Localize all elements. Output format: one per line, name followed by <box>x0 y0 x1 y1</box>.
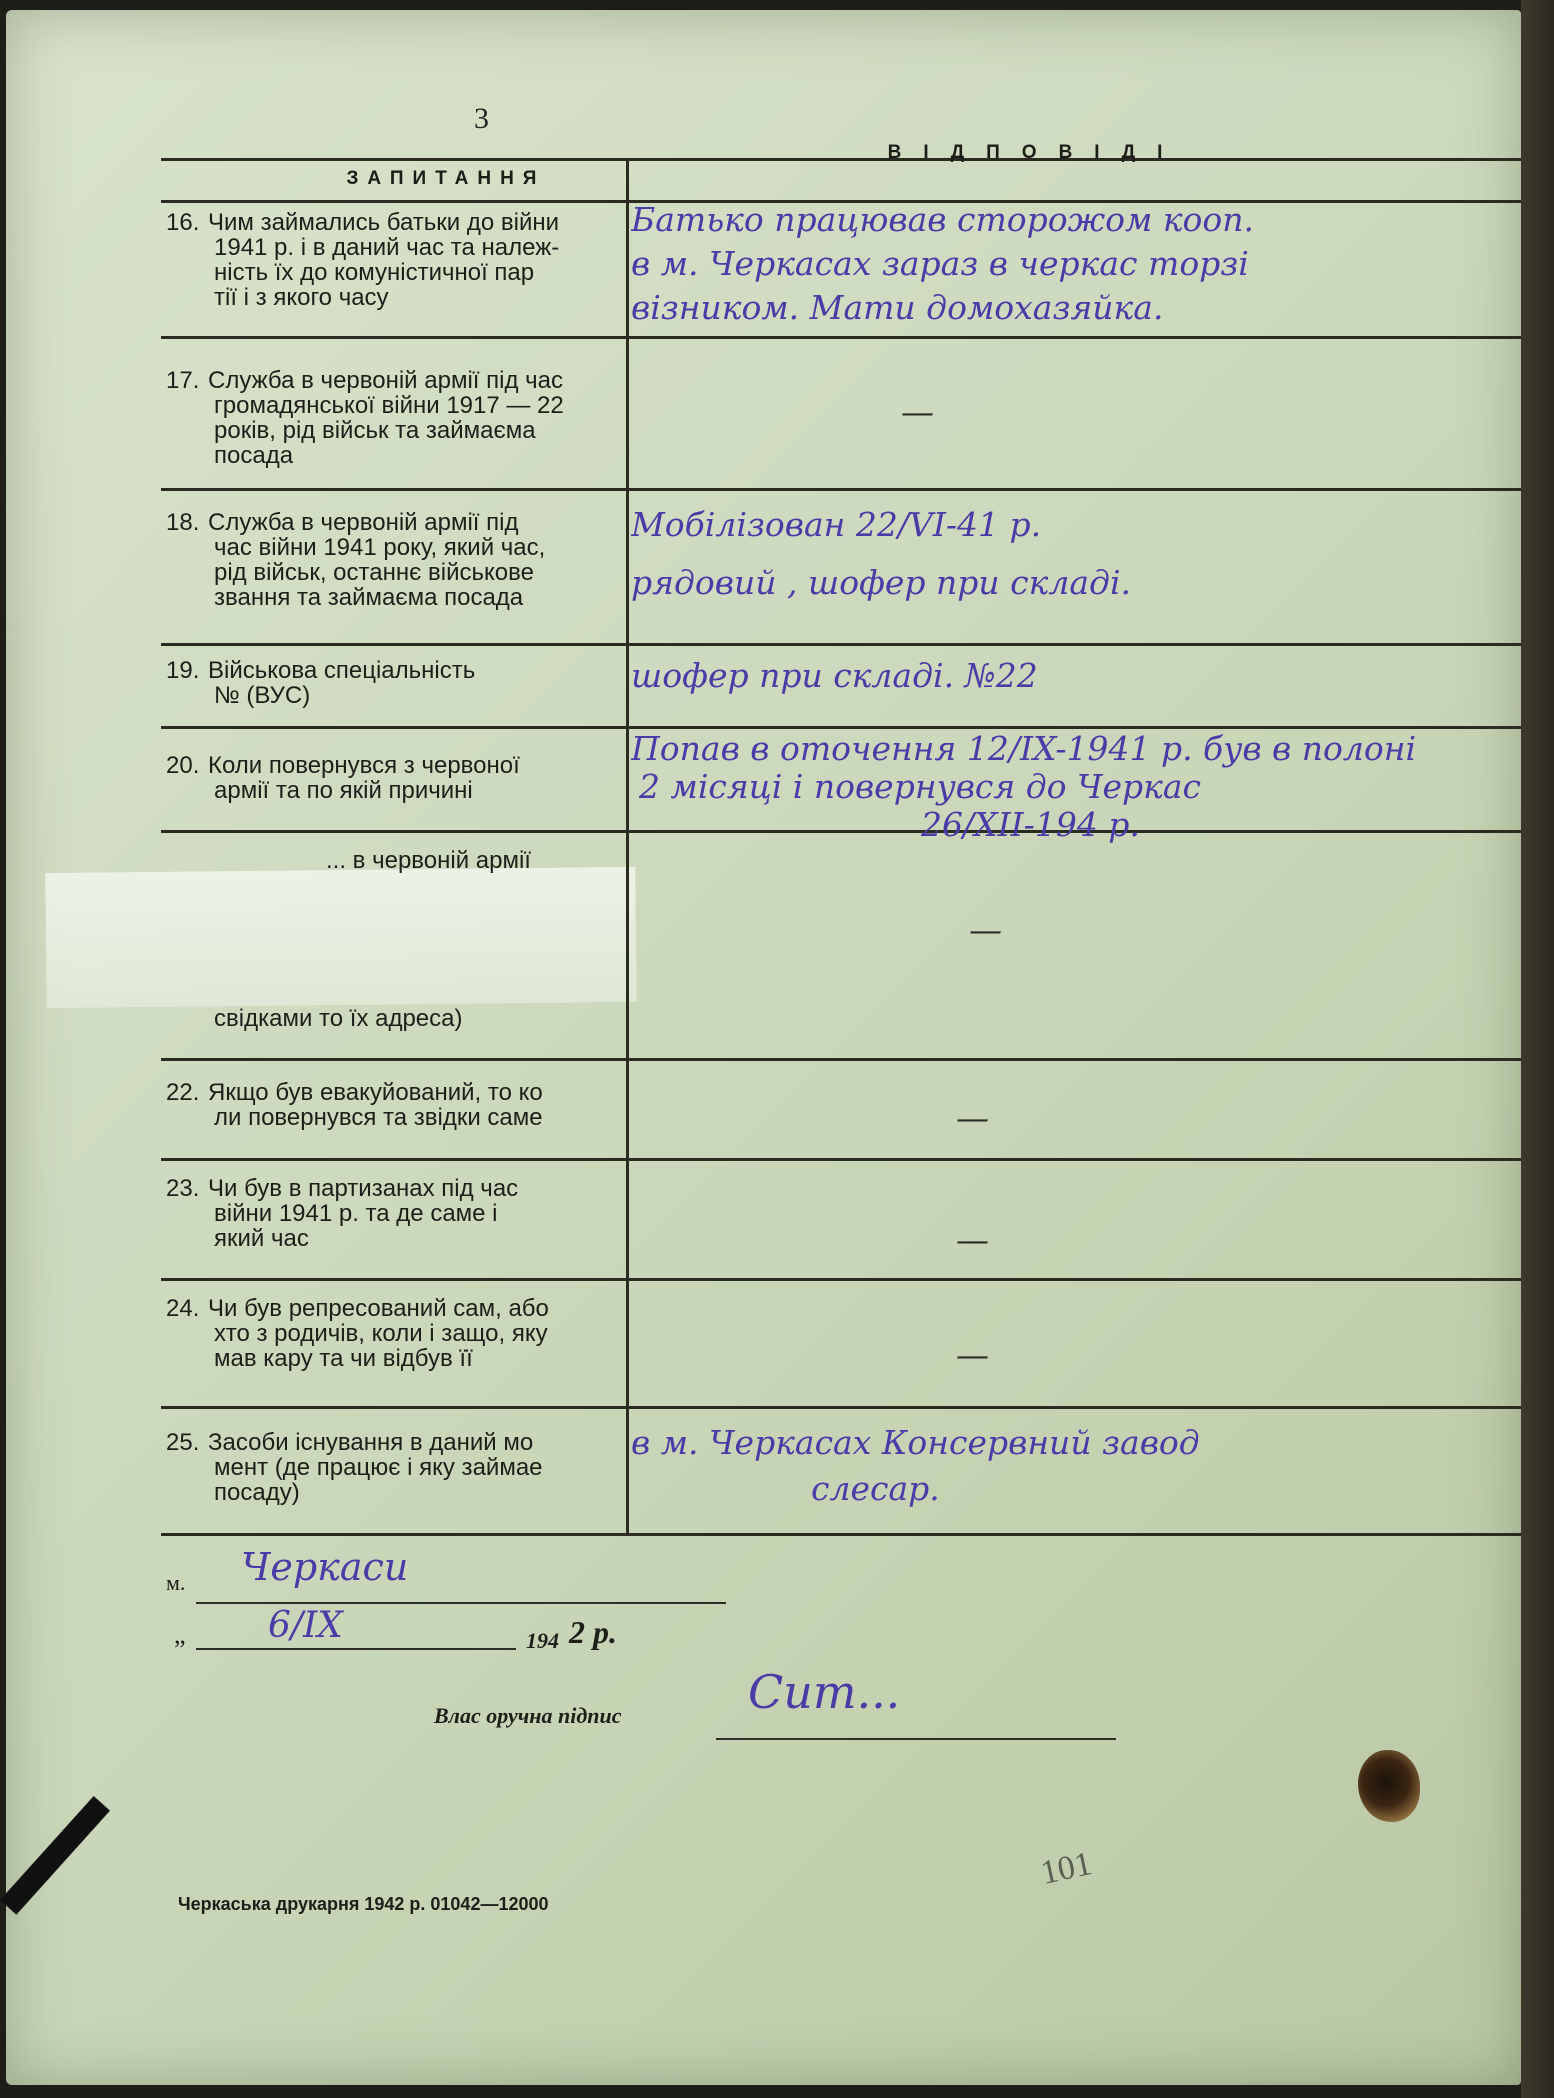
question-line: громадянської війни 1917 — 22 <box>214 392 564 419</box>
question-22 <box>166 1080 626 1130</box>
row-rule <box>161 726 1526 729</box>
question-number: 18. <box>166 509 200 536</box>
answer-24: — <box>956 1335 989 1374</box>
question-line: Засоби існування в даний мо <box>208 1429 534 1456</box>
header-answers: ВІДПОВІДІ <box>887 142 1185 163</box>
answer-line: Попав в оточення 12/IX-1941 р. був в полоні <box>631 730 1417 768</box>
answer-16 <box>631 198 1521 330</box>
question-line: Служба в червоній армії під час <box>208 367 563 394</box>
question-21-tail <box>166 1006 626 1031</box>
signature-label: Влас оручна підпис <box>434 1703 622 1728</box>
question-number: 25. <box>166 1429 200 1456</box>
question-16 <box>166 210 626 310</box>
date-value: 6/IX <box>268 1605 343 1646</box>
margin-note: 101 <box>1037 1845 1096 1892</box>
question-line: Чи був в партизанах під час <box>208 1175 519 1202</box>
answer-21: — <box>969 910 1002 949</box>
date-prefix: „ <box>174 1620 186 1649</box>
question-25 <box>166 1430 626 1505</box>
question-line: посада <box>214 442 294 469</box>
document-page <box>6 10 1521 2085</box>
answer-line: в м. Черкасах Консервний завод <box>631 1423 1200 1462</box>
answer-22: — <box>956 1098 989 1137</box>
year-suffix: 2 р. <box>569 1614 617 1650</box>
question-20 <box>166 753 626 803</box>
question-line: рід військ, останнє військове <box>214 559 534 586</box>
question-line: 1941 р. і в даний час та належ- <box>214 234 560 261</box>
question-line: час війни 1941 року, який час, <box>214 534 546 561</box>
answer-line: Мобілізован 22/VI-41 р. <box>631 505 1042 544</box>
question-number: 19. <box>166 657 200 684</box>
questionnaire-table <box>161 142 1526 1533</box>
row-rule <box>161 488 1526 491</box>
row-rule <box>161 1158 1526 1161</box>
question-line: мав кару та чи відбув її <box>214 1345 473 1372</box>
answer-19: шофер при складі. №22 <box>631 656 1038 695</box>
signature: Сит... <box>748 1665 901 1719</box>
question-21 <box>166 848 626 873</box>
answer-25 <box>631 1420 1521 1512</box>
question-line: № (ВУС) <box>214 682 311 709</box>
answer-line: 26/XII-194 р. <box>921 805 1140 844</box>
question-line: Служба в червоній армії під <box>208 509 519 536</box>
table-bottom-rule <box>161 1533 1526 1536</box>
city-value: Черкаси <box>241 1545 409 1589</box>
printer-imprint: Черкаська друкарня 1942 р. 01042—12000 <box>178 1894 549 1914</box>
question-18 <box>166 510 626 610</box>
row-rule <box>161 1278 1526 1281</box>
question-line: Чи був репресований сам, або <box>208 1295 549 1322</box>
answer-line: візником. Мати домохазяйка. <box>631 288 1164 327</box>
question-number: 24. <box>166 1295 200 1322</box>
question-line: Чим займались батьки до війни <box>208 209 560 236</box>
answer-23: — <box>956 1220 989 1259</box>
question-line: Якщо був евакуйований, то ко <box>208 1079 543 1106</box>
column-divider <box>626 158 629 1533</box>
question-number: 23. <box>166 1175 200 1202</box>
year-prefix: 194 <box>526 1628 559 1653</box>
question-line: хто з родичів, коли і защо, яку <box>214 1320 548 1347</box>
question-line: який час <box>214 1225 309 1252</box>
date-underline <box>196 1648 516 1650</box>
question-line: армії та по якій причині <box>214 777 473 804</box>
question-line: свідками то їх адреса) <box>214 1005 463 1032</box>
question-number: 22. <box>166 1079 200 1106</box>
page-number: 3 <box>474 102 489 135</box>
question-24 <box>166 1296 626 1371</box>
city-label: м. <box>166 1570 186 1595</box>
question-line: звання та займаєма посада <box>214 584 524 611</box>
question-line: тії і з якого часу <box>214 284 389 311</box>
question-line: Військова спеціальність <box>208 657 476 684</box>
question-line: ність їх до комуністичної пар <box>214 259 535 286</box>
question-23 <box>166 1176 626 1251</box>
ink-stain <box>1358 1750 1420 1822</box>
question-line: війни 1941 р. та де саме і <box>214 1200 498 1227</box>
question-number: 17. <box>166 367 200 394</box>
answer-line: слесар. <box>811 1469 940 1508</box>
row-rule <box>161 1058 1526 1061</box>
question-line: посаду) <box>214 1479 300 1506</box>
question-line: мент (де працює і яку займае <box>214 1454 543 1481</box>
header-questions: ЗАПИТАННЯ <box>346 168 546 189</box>
binding-edge <box>1521 0 1554 2098</box>
question-19 <box>166 658 626 708</box>
question-17 <box>166 368 626 468</box>
answer-18 <box>631 496 1521 612</box>
row-rule <box>161 643 1526 646</box>
question-number: 16. <box>166 209 200 236</box>
question-line: років, рід військ та займаєма <box>214 417 536 444</box>
question-line: ... в червоній армії <box>326 847 531 874</box>
answer-line: Батько працював сторожом кооп. <box>631 200 1255 239</box>
question-number: 20. <box>166 752 200 779</box>
question-line: Коли повернувся з червоної <box>208 752 520 779</box>
signature-underline <box>716 1738 1116 1740</box>
answer-line: 2 місяці і повернувся до Черкас <box>639 767 1202 806</box>
answer-line: в м. Черкасах зараз в черкас торзі <box>631 244 1249 283</box>
row-rule <box>161 1406 1526 1409</box>
city-underline <box>196 1602 726 1604</box>
row-rule <box>161 336 1526 339</box>
question-line: ли повернувся та звідки саме <box>214 1104 543 1131</box>
answer-line: рядовий , шофер при складі. <box>631 563 1131 602</box>
answer-17: — <box>901 392 934 431</box>
answer-20 <box>631 730 1521 844</box>
